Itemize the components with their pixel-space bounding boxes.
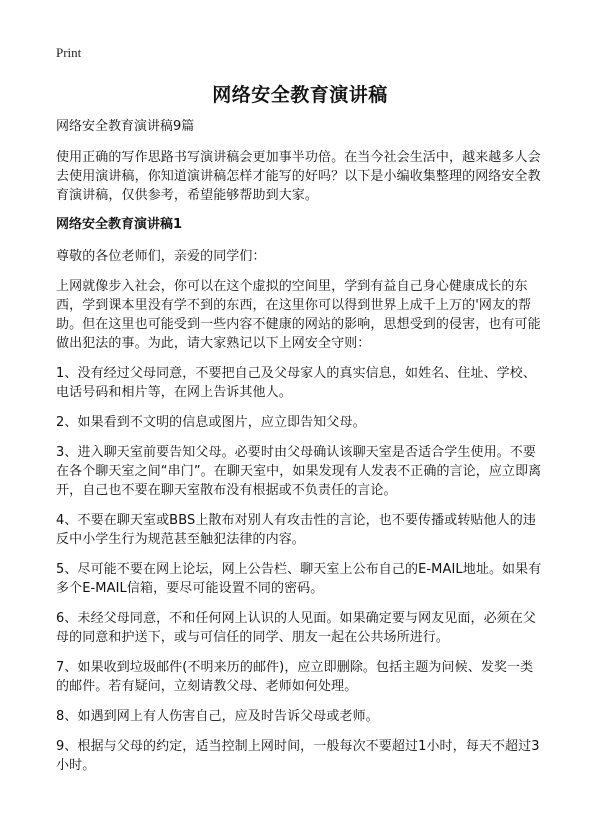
print-link[interactable]: Print <box>56 45 82 60</box>
intro-paragraph: 使用正确的写作思路书写演讲稿会更加事半功倍。在当今社会生活中，越来越多人会去使用演讲稿，你知道演讲稿怎样才能写的好吗？以下是小编收集整理的网络安全教育演讲稿，仅供参考，希望能够帮助到大家。 <box>56 150 541 203</box>
rule-item: 8、如遇到网上有人伤害自己，应及时告诉父母或老师。 <box>56 709 379 724</box>
rule-item: 4、不要在聊天室或BBS上散布对别人有攻击性的言论，也不要传播或转贴他人的违反中小学生行为规范甚至触犯法律的内容。 <box>56 513 536 547</box>
rule-item: 7、如果收到垃圾邮件(不明来历的邮件)，应立即删除。包括主题为问候、发奖一类的邮件。若有疑问，立刻请教父母、老师如何处理。 <box>56 660 534 694</box>
document-body <box>56 118 546 786</box>
greeting-paragraph: 尊敬的各位老师们，亲爱的同学们： <box>56 249 266 264</box>
rule-item: 6、未经父母同意，不和任何网上认识的人见面。如果确定要与网友见面，必须在父母的同意和护送下，或与可信任的同学、朋友一起在公共场所进行。 <box>56 611 536 645</box>
rule-item: 5、尽可能不要在网上论坛，网上公告栏、聊天室上公布自己的E-MAIL地址。如果有多个E-MAIL信箱，要尽可能设置不同的密码。 <box>56 562 542 596</box>
section-heading: 网络安全教育演讲稿1 <box>56 217 183 232</box>
rule-item: 3、进入聊天室前要告知父母。必要时由父母确认该聊天室是否适合学生使用。不要在各个聊天室之间“串门”。在聊天室中，如果发现有人发表不正确的言论，应立即离开，自己也不要在聊天室散布没有根据或不负责任的言论。 <box>56 445 542 498</box>
document-subtitle: 网络安全教育演讲稿9篇 <box>56 119 195 134</box>
rule-item: 1、没有经过父母同意，不要把自己及父母家人的真实信息，如姓名、住址、学校、电话号码和相片等，在网上告诉其他人。 <box>56 366 536 400</box>
rule-item: 9、根据与父母的约定，适当控制上网时间，一般每次不要超过1小时，每天不超过3小时。 <box>56 739 540 773</box>
rule-item: 2、如果看到不文明的信息或图片，应立即告知父母。 <box>56 415 366 430</box>
page-title: 网络安全教育演讲稿 <box>212 84 388 106</box>
opening-paragraph: 上网就像步入社会，你可以在这个虚拟的空间里，学到有益自己身心健康成长的东西，学到课本里没有学不到的东西，在这里你可以得到世界上成千上万的'网友的帮助。但在这里也可能受到一些内容不健康的网站的影响，思想受到的侵害，也有可能做出犯法的事。为此，请大家熟记以下上网安全守则： <box>56 279 541 351</box>
